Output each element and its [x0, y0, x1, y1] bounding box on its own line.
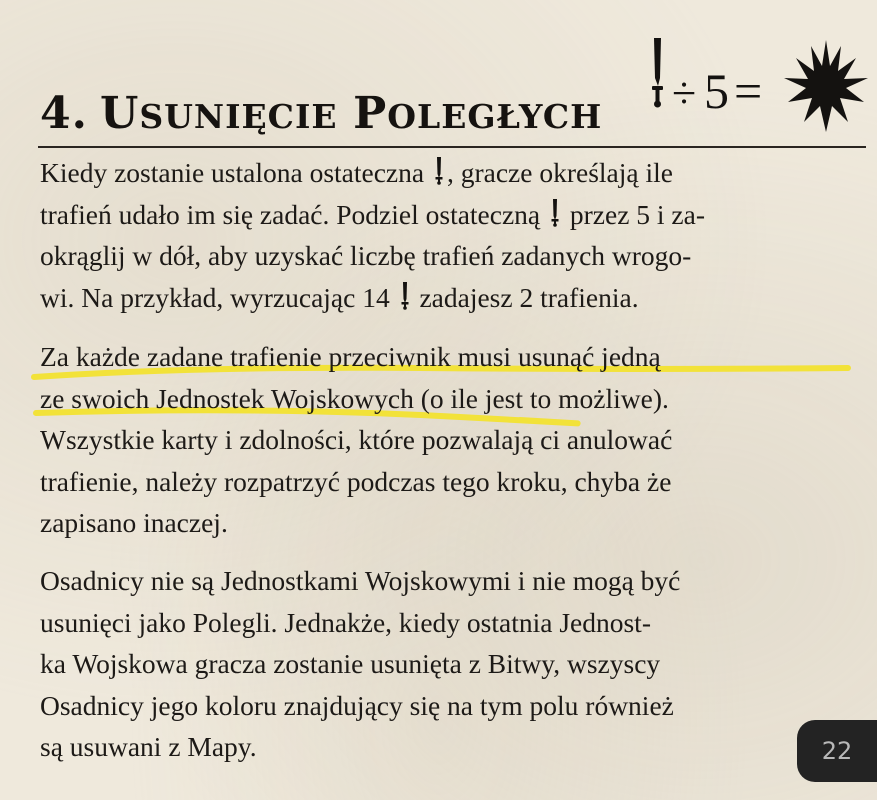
section-title: 4. USUNIĘCIE POLEGŁYCH — [40, 88, 603, 139]
page-number-badge — [797, 720, 877, 782]
equals-sign: = — [734, 63, 763, 119]
sword-icon — [549, 199, 561, 227]
sword-icon — [652, 38, 663, 108]
text-line: wi. Na przykład, wyrzucając 14 zadajesz 2 trafienia. — [40, 281, 639, 313]
divide-sign: ÷ — [672, 69, 697, 118]
text-line: trafień udało im się zadać. Podziel ostateczną przez 5 i za- — [40, 198, 706, 230]
text-line: są usuwani z Mapy. — [40, 731, 257, 762]
paragraph-settlers — [40, 560, 860, 768]
title-underline-rule — [38, 146, 866, 148]
sword-icon — [399, 282, 411, 310]
text-line: okrąglij w dół, aby uzyskać liczbę trafień zadanych wrogo- — [40, 240, 692, 271]
text-line: Za każde zadane trafienie przeciwnik musi usunąć jedną — [40, 341, 661, 372]
text-line: Osadnicy jego koloru znajdujący się na tym polu również — [40, 689, 674, 721]
text-line: ka Wojskowa gracza zostanie usunięta z Bitwy, wszyscy — [40, 648, 661, 679]
hits-formula — [640, 36, 872, 136]
text-line: Kiedy zostanie ustalona ostateczna , gracze określają ile — [40, 157, 673, 188]
section-number: 4. — [40, 88, 88, 139]
text-line: Osadnicy nie są Jednostkami Wojskowymi i nie mogą być — [40, 565, 681, 596]
hit-burst-icon — [784, 40, 868, 132]
text-line: trafienie, należy rozpatrzyć podczas tego kroku, chyba że — [40, 465, 672, 497]
page-number: 22 — [821, 737, 853, 765]
paragraph-remove-units — [40, 336, 860, 544]
sword-icon — [433, 157, 445, 185]
text-line: zapisano inaczej. — [40, 507, 228, 538]
paragraph-hits — [40, 152, 860, 318]
divisor-number: 5 — [704, 63, 729, 119]
text-line: Wszystkie karty i zdolności, które pozwalają ci anulować — [40, 424, 673, 455]
text-line: usunięci jako Polegli. Jednakże, kiedy ostatnia Jednost- — [40, 606, 651, 638]
text-line: ze swoich Jednostek Wojskowych (o ile jest to możliwe). — [40, 382, 669, 414]
